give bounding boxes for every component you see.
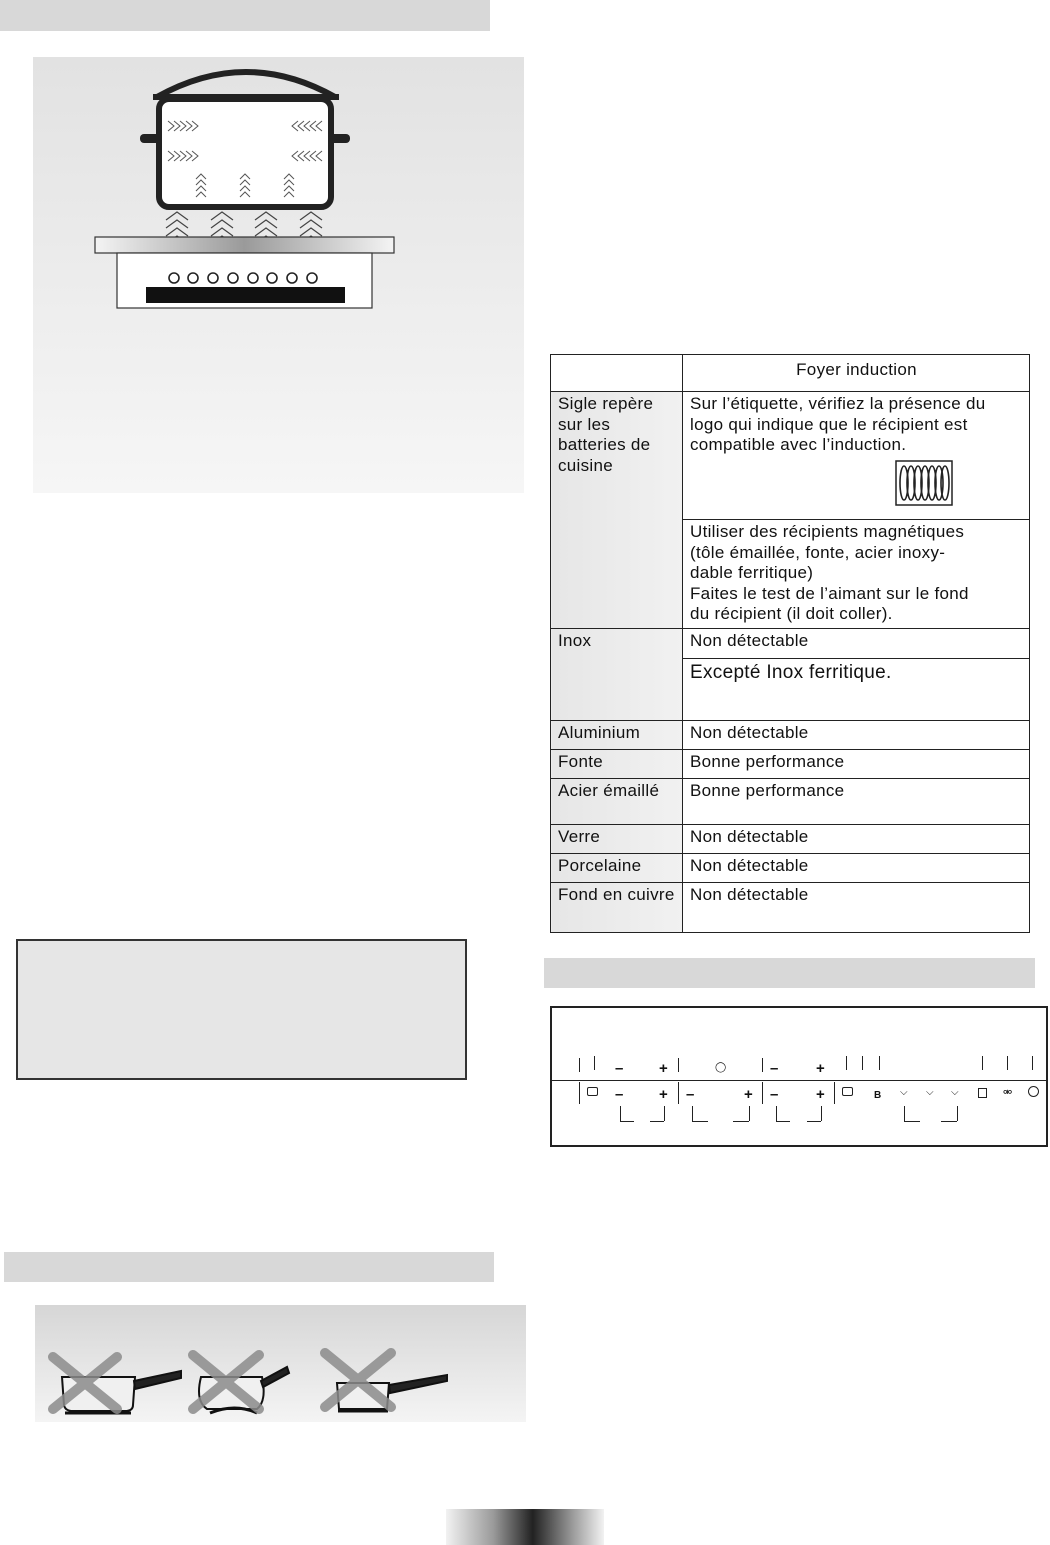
table-header-induction: Foyer induction <box>683 355 1030 392</box>
row-label-porcelaine: Porcelaine <box>551 853 683 882</box>
zone4-minus-button[interactable]: – <box>686 1086 695 1103</box>
row-label-verre: Verre <box>551 824 683 853</box>
pan-low-icon[interactable]: ⌵ <box>900 1087 908 1098</box>
zone1-plus-button[interactable]: + <box>659 1060 668 1077</box>
zone5-plus-button[interactable]: + <box>816 1086 825 1103</box>
row-value-aluminium: Non détectable <box>683 720 1030 749</box>
row-value-acier: Bonne performance <box>683 778 1030 824</box>
note-box <box>16 939 467 1080</box>
row-label-acier: Acier émaillé <box>551 778 683 824</box>
pan-high-icon[interactable]: ⌵ <box>951 1087 959 1098</box>
logo-note-text: Sur l’étiquette, vérifiez la présence du logo qui indique que le récipient est compatible avec l’induction. <box>690 394 986 454</box>
magnetic-line-5: du récipient (il doit coller). <box>690 604 893 623</box>
row-value-inox-exception: Excepté Inox ferritique. <box>683 658 1030 720</box>
zone5-minus-button[interactable]: – <box>770 1086 779 1103</box>
zone2-minus-button[interactable]: – <box>770 1060 779 1077</box>
induction-illustration <box>33 57 524 493</box>
row-label-aluminium: Aluminium <box>551 720 683 749</box>
magnetic-line-1: Utiliser des récipients magnétiques <box>690 522 965 541</box>
row-value-verre: Non détectable <box>683 824 1030 853</box>
unsuitable-pans-illustration <box>35 1305 526 1422</box>
magnetic-line-2: (tôle émaillée, fonte, acier inoxy- <box>690 542 946 562</box>
zone3-minus-button[interactable]: – <box>615 1086 624 1103</box>
magnetic-line-3: dable ferritique) <box>690 563 814 582</box>
row-label-inox: Inox <box>551 628 683 720</box>
row-value-fonte: Bonne performance <box>683 749 1030 778</box>
row-value-porcelaine: Non détectable <box>683 853 1030 882</box>
section-header-bar-cookware <box>4 1252 494 1282</box>
boost-button[interactable]: B <box>874 1090 882 1101</box>
zone3-plus-button[interactable]: + <box>659 1086 668 1103</box>
zone-select-icon-right[interactable] <box>842 1087 853 1096</box>
row-value-cuivre: Non détectable <box>683 882 1030 932</box>
power-icon[interactable] <box>1028 1086 1039 1097</box>
magnetic-line-4: Faites le test de l’aimant sur le fond <box>690 583 969 603</box>
control-panel-diagram <box>550 1006 1048 1147</box>
row-label-cuivre: Fond en cuivre <box>551 882 683 932</box>
memory-icon[interactable] <box>978 1088 987 1098</box>
zone-select-icon-left[interactable] <box>587 1087 598 1096</box>
lock-icon[interactable]: ⚮ <box>1003 1087 1013 1099</box>
clock-icon[interactable]: ◯ <box>715 1062 727 1073</box>
row-value-inox: Non détectable <box>683 628 1030 658</box>
cookware-table <box>550 354 1030 933</box>
table-header-empty <box>551 355 683 392</box>
page-number-tab <box>446 1509 604 1545</box>
pan-mid-icon[interactable]: ⌵ <box>926 1087 934 1098</box>
induction-logo-icon <box>895 460 953 506</box>
row-value-logo <box>683 392 1030 520</box>
row-label-fonte: Fonte <box>551 749 683 778</box>
section-header-bar-controls <box>544 958 1035 988</box>
zone1-minus-button[interactable]: – <box>615 1060 624 1077</box>
panel-divider <box>552 1080 1046 1081</box>
row-value-magnetic <box>683 520 1030 629</box>
zone2-plus-button[interactable]: + <box>816 1060 825 1077</box>
zone4-plus-button[interactable]: + <box>744 1086 753 1103</box>
section-header-bar-top <box>0 0 490 31</box>
row-label-logo: Sigle repère sur les batteries de cuisine <box>551 392 683 629</box>
